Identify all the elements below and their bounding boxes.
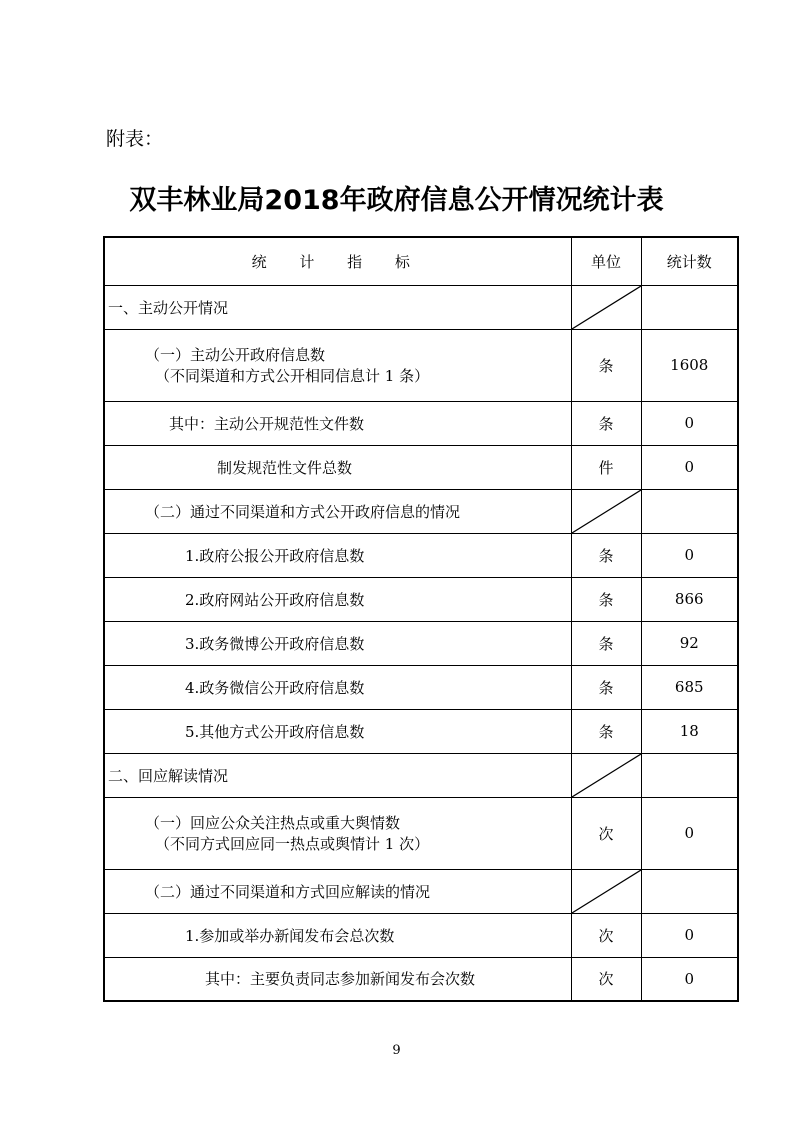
indicator-cell: [104, 709, 571, 753]
count-cell: 0: [641, 957, 738, 1001]
indicator-cell: [104, 489, 571, 533]
indicator-text: 其中：主动公开规范性文件数: [169, 414, 365, 433]
diagonal-slash-cell: [571, 753, 641, 797]
diagonal-slash-cell: [571, 489, 641, 533]
indicator-text: 4.政务微信公开政府信息数: [185, 678, 365, 697]
header-count: 统计数: [641, 237, 738, 285]
unit-cell: 条: [571, 709, 641, 753]
indicator-text: 制发规范性文件总数: [217, 458, 353, 477]
diagonal-slash: [572, 286, 641, 329]
count-cell: [641, 753, 738, 797]
indicator-text: （一）主动公开政府信息数: [145, 346, 326, 364]
indicator-cell: [104, 445, 571, 489]
indicator-text: 一、主动公开情况: [108, 298, 229, 317]
indicator-text: 2.政府网站公开政府信息数: [185, 590, 365, 609]
diagonal-slash: [572, 870, 641, 913]
unit-cell: 次: [571, 913, 641, 957]
indicator-cell: [104, 797, 571, 869]
table-row: [104, 533, 738, 577]
indicator-cell: [104, 753, 571, 797]
unit-cell: 件: [571, 445, 641, 489]
indicator-cell: [104, 957, 571, 1001]
table-row: [104, 913, 738, 957]
count-cell: 0: [641, 913, 738, 957]
attachment-label: 附表：: [106, 128, 164, 150]
table-header-row: [104, 237, 738, 285]
table-row: [104, 621, 738, 665]
indicator-text: （二）通过不同渠道和方式回应解读的情况: [145, 882, 431, 901]
unit-cell: 条: [571, 577, 641, 621]
indicator-cell: [104, 577, 571, 621]
indicator-cell: [104, 285, 571, 329]
table-row: [104, 709, 738, 753]
unit-cell: 条: [571, 533, 641, 577]
unit-cell: 次: [571, 797, 641, 869]
indicator-cell: [104, 401, 571, 445]
statistics-table: [103, 236, 739, 1002]
diagonal-slash-cell: [571, 869, 641, 913]
count-cell: [641, 489, 738, 533]
diagonal-slash-cell: [571, 285, 641, 329]
count-cell: 866: [641, 577, 738, 621]
unit-cell: 条: [571, 621, 641, 665]
indicator-text: 3.政务微博公开政府信息数: [185, 634, 365, 653]
indicator-note: （不同渠道和方式公开相同信息计 1 条）: [155, 367, 430, 385]
indicator-cell: [104, 329, 571, 401]
table-row: [104, 665, 738, 709]
table-row: [104, 797, 738, 869]
count-cell: 0: [641, 533, 738, 577]
indicator-text: （一）回应公众关注热点或重大舆情数: [145, 814, 401, 832]
count-cell: [641, 285, 738, 329]
count-cell: 0: [641, 401, 738, 445]
table-row: [104, 401, 738, 445]
indicator-note: （不同方式回应同一热点或舆情计 1 次）: [155, 835, 430, 853]
count-cell: 0: [641, 797, 738, 869]
table-row: [104, 577, 738, 621]
table-row: [104, 753, 738, 797]
unit-cell: 条: [571, 665, 641, 709]
unit-cell: 条: [571, 329, 641, 401]
table-row: [104, 957, 738, 1001]
document-title: 双丰林业局2018年政府信息公开情况统计表: [129, 185, 664, 216]
table-row: [104, 445, 738, 489]
indicator-text: 1.政府公报公开政府信息数: [185, 546, 365, 565]
diagonal-slash: [572, 754, 641, 797]
header-indicator: 统 计 指 标: [104, 237, 571, 285]
indicator-cell: [104, 913, 571, 957]
count-cell: 685: [641, 665, 738, 709]
count-cell: [641, 869, 738, 913]
indicator-text: 二、回应解读情况: [108, 766, 229, 785]
indicator-cell: [104, 665, 571, 709]
indicator-cell: [104, 621, 571, 665]
unit-cell: 次: [571, 957, 641, 1001]
table-row: [104, 489, 738, 533]
header-unit: 单位: [571, 237, 641, 285]
unit-cell: 条: [571, 401, 641, 445]
indicator-cell: [104, 869, 571, 913]
table-row: [104, 869, 738, 913]
indicator-text: 1.参加或举办新闻发布会总次数: [185, 926, 395, 945]
table-row: [104, 329, 738, 401]
count-cell: 1608: [641, 329, 738, 401]
indicator-text: 其中：主要负责同志参加新闻发布会次数: [205, 970, 476, 989]
indicator-text: 5.其他方式公开政府信息数: [185, 722, 365, 741]
count-cell: 92: [641, 621, 738, 665]
count-cell: 18: [641, 709, 738, 753]
diagonal-slash: [572, 490, 641, 533]
indicator-text: （二）通过不同渠道和方式公开政府信息的情况: [145, 502, 461, 521]
indicator-cell: [104, 533, 571, 577]
table-row: [104, 285, 738, 329]
count-cell: 0: [641, 445, 738, 489]
page-number: 9: [392, 1043, 401, 1058]
